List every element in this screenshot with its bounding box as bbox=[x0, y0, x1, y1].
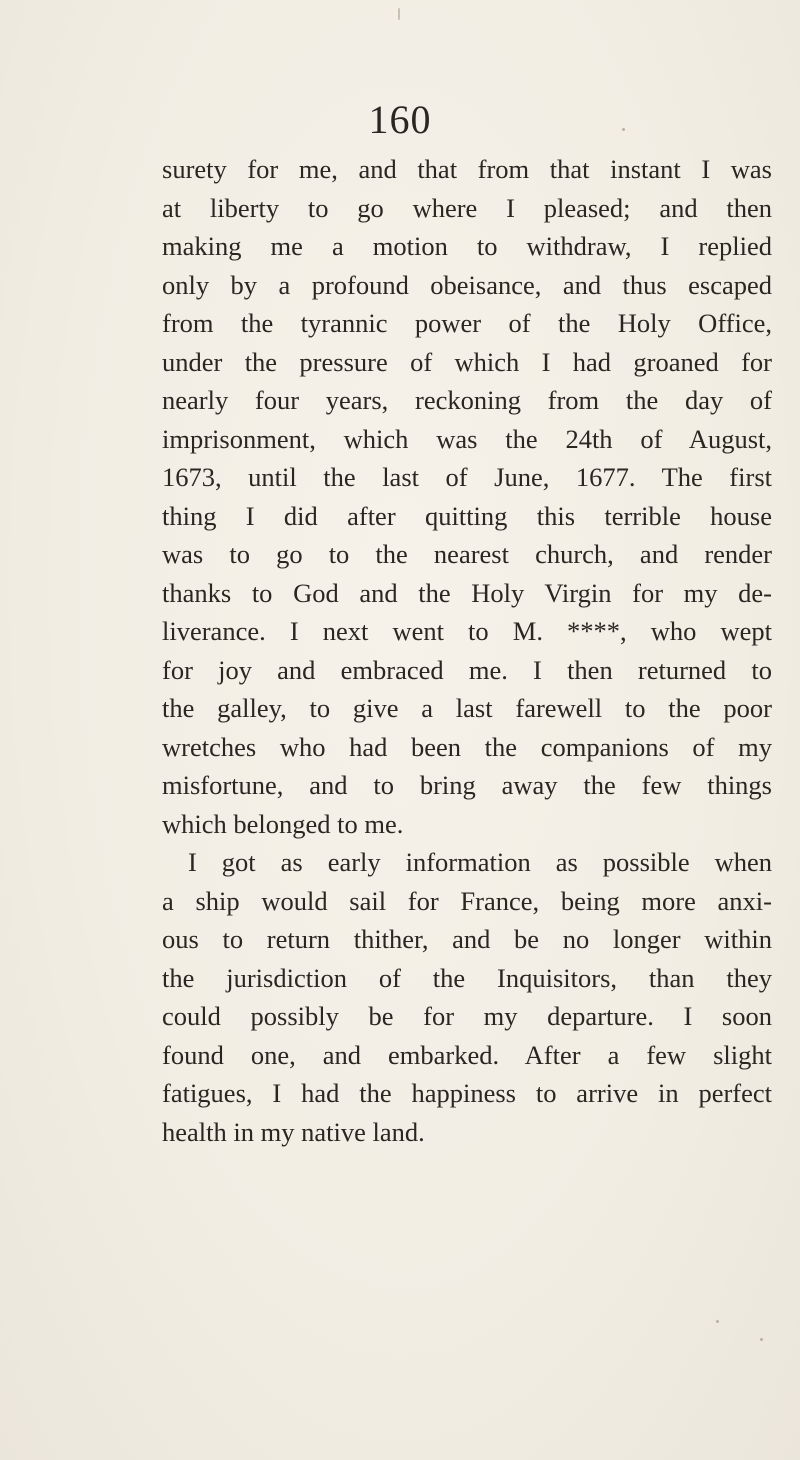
text-line: liverance. I next went to M. ****, who wept bbox=[162, 616, 772, 646]
text-line: nearly four years, reckoning from the day of bbox=[162, 385, 772, 415]
text-line: found one, and embarked. After a few slight bbox=[162, 1039, 772, 1070]
text-line: fatigues, I had the happiness to arrive in perfect bbox=[162, 1078, 772, 1108]
text-line: could possibly be for my departure. I soon bbox=[162, 1001, 772, 1031]
text-line: the jurisdiction of the Inquisitors, than they bbox=[162, 962, 772, 993]
text-line: misfortune, and to bring away the few things bbox=[162, 770, 772, 800]
text-line: a ship would sail for France, being more anxi- bbox=[162, 885, 772, 916]
text-line: surety for me, and that from that instant I was bbox=[162, 154, 772, 184]
paper-mark bbox=[398, 8, 400, 20]
text-line: was to go to the nearest church, and render bbox=[162, 539, 772, 569]
text-line: at liberty to go where I pleased; and then bbox=[162, 192, 772, 223]
paper-speck bbox=[716, 1320, 719, 1323]
text-line: making me a motion to withdraw, I replied bbox=[162, 231, 772, 261]
text-line: from the tyrannic power of the Holy Office, bbox=[162, 308, 772, 338]
text-line: I got as early information as possible when bbox=[188, 847, 772, 877]
text-line: imprisonment, which was the 24th of August, bbox=[162, 423, 772, 454]
text-line: wretches who had been the companions of my bbox=[162, 731, 772, 762]
text-line: only by a profound obeisance, and thus escaped bbox=[162, 269, 772, 300]
paper-speck bbox=[760, 1338, 763, 1341]
body-text bbox=[162, 150, 772, 1151]
text-line: thanks to God and the Holy Virgin for my de- bbox=[162, 577, 772, 608]
text-line: health in my native land. bbox=[162, 1116, 425, 1147]
text-line: which belonged to me. bbox=[162, 808, 404, 839]
text-line: ous to return thither, and be no longer within bbox=[162, 924, 772, 954]
page-number: 160 bbox=[368, 97, 432, 142]
text-line: 1673, until the last of June, 1677. The first bbox=[162, 462, 772, 492]
text-line: under the pressure of which I had groaned for bbox=[162, 346, 772, 377]
text-line: the galley, to give a last farewell to the poor bbox=[162, 693, 772, 723]
text-line: for joy and embraced me. I then returned to bbox=[162, 654, 772, 685]
text-line: thing I did after quitting this terrible house bbox=[162, 500, 772, 531]
